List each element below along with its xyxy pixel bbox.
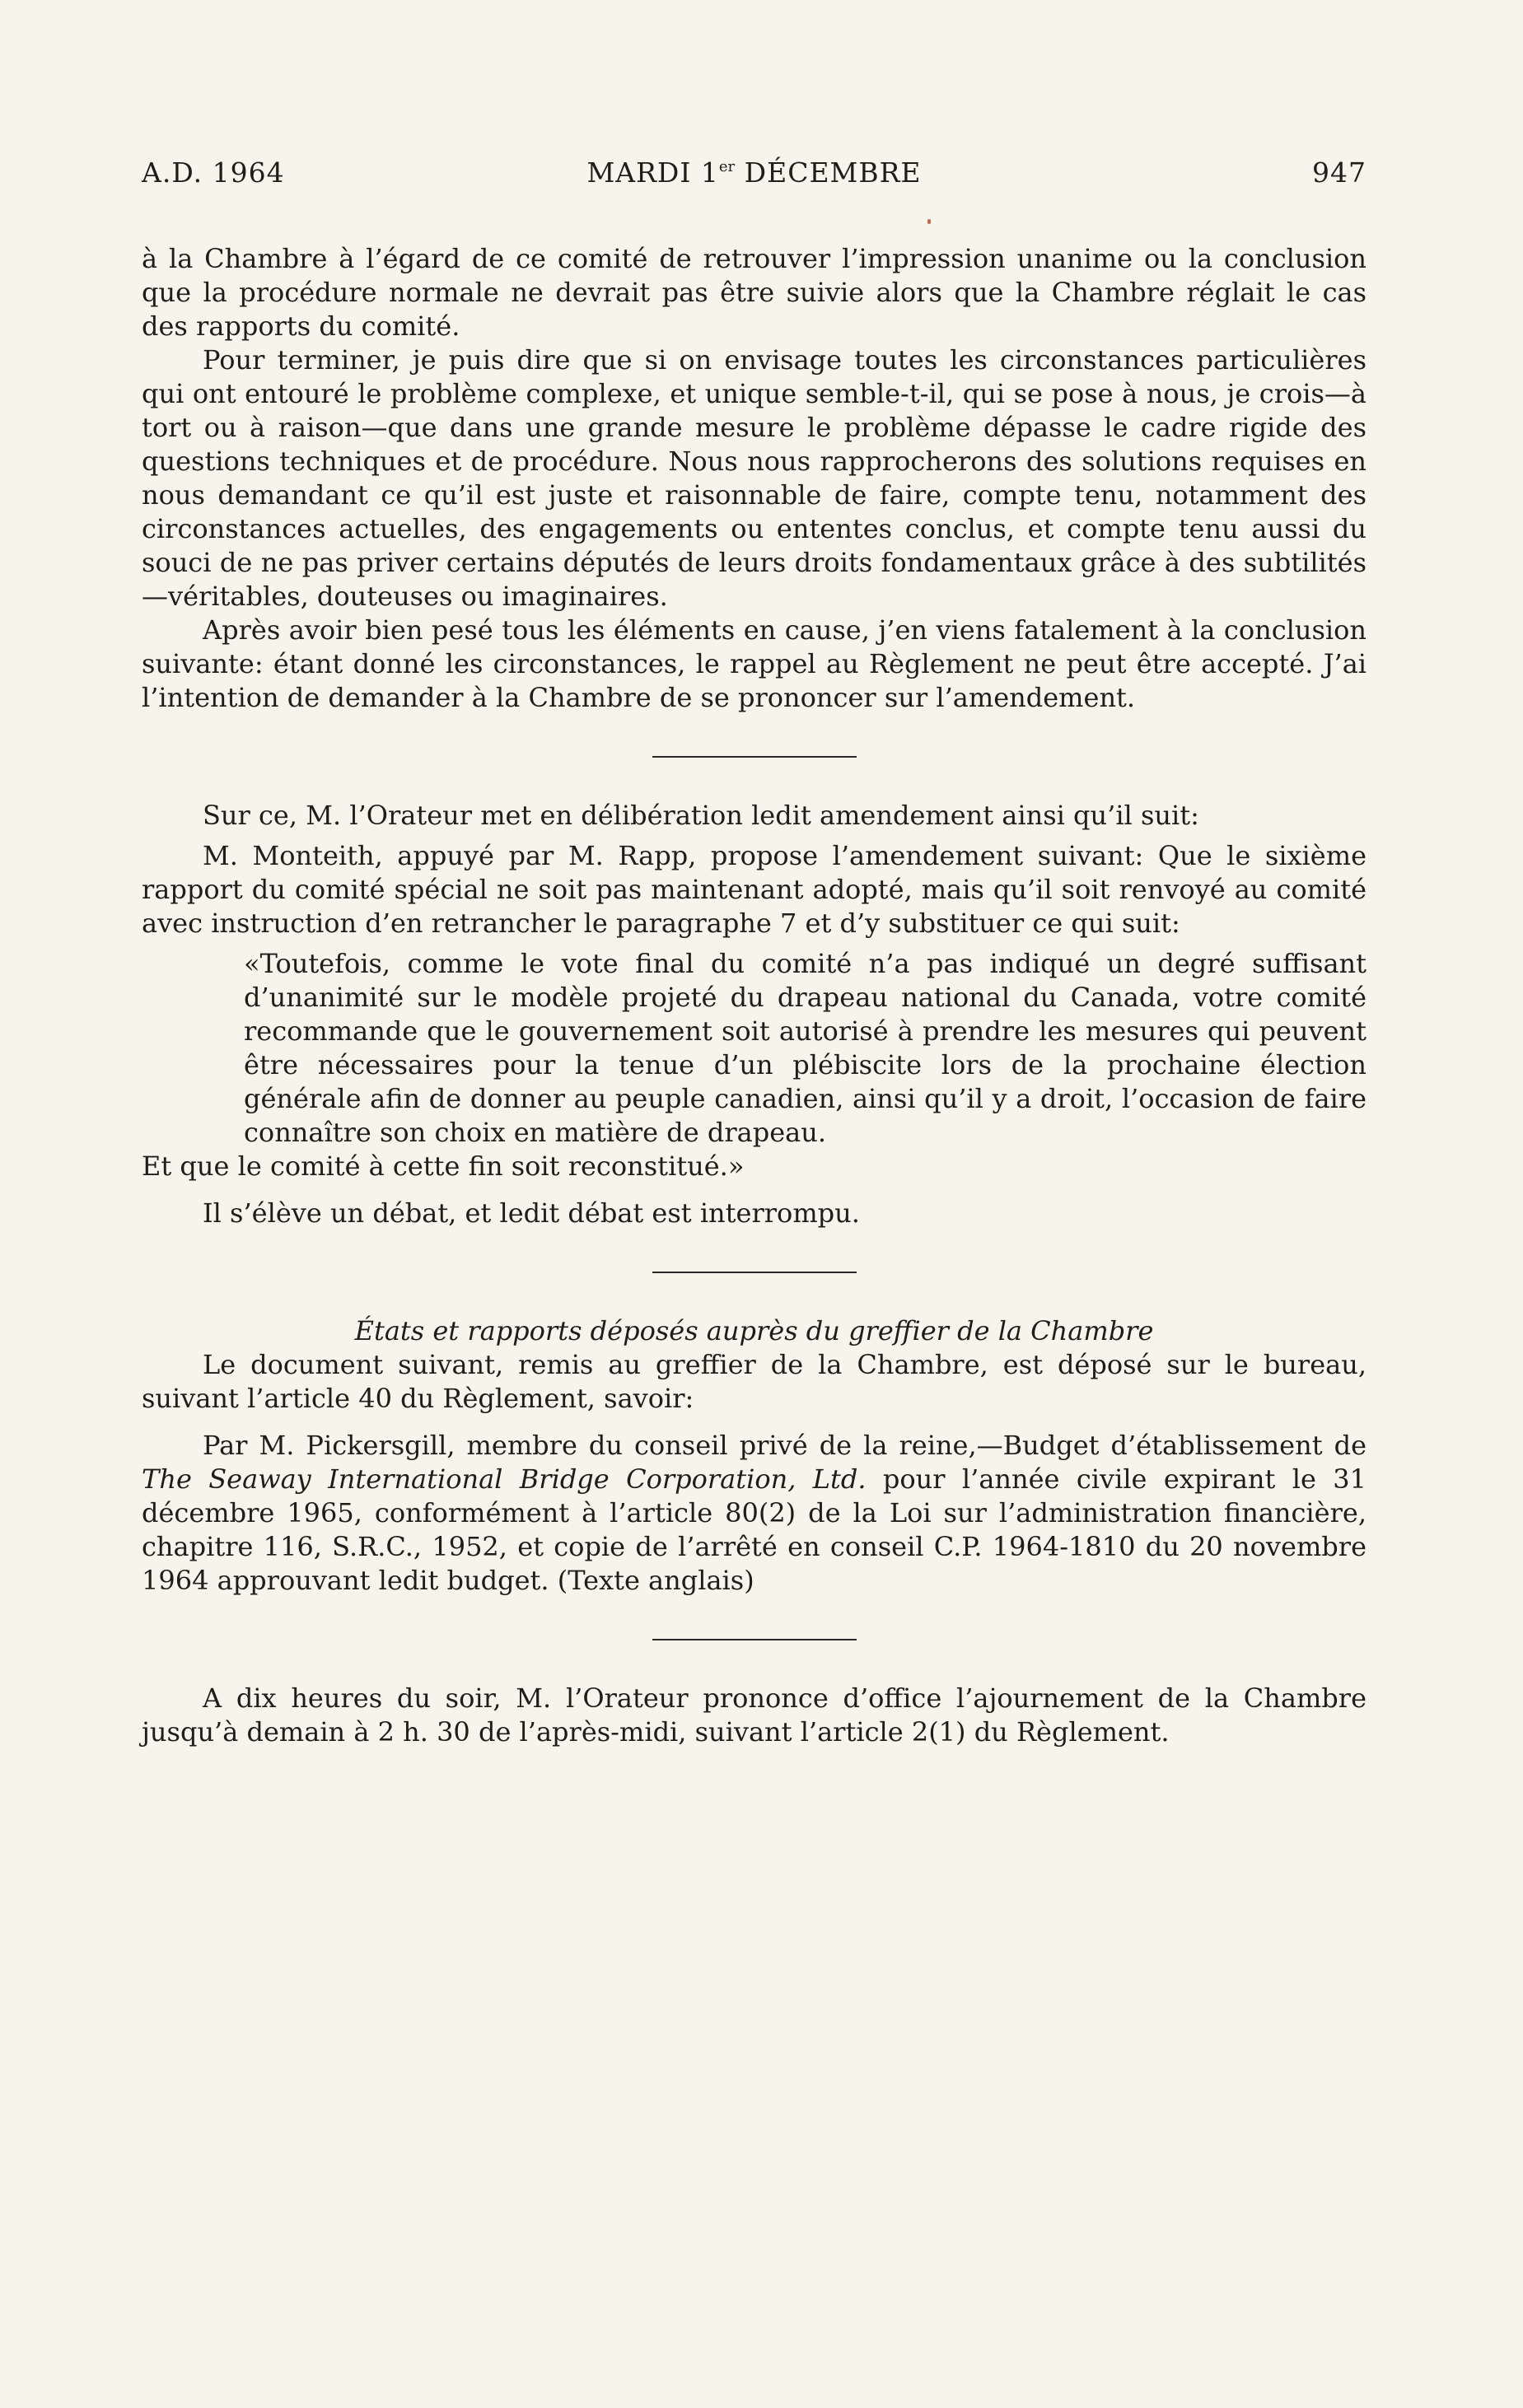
document-body	[142, 242, 1366, 1749]
paragraph-continuation: à la Chambre à l’égard de ce comité de retrouver l’impression unanime ou la conclusion que la procédure normale ne devrait pas être suivie alors que la Chambre réglait le cas des rapports du comité.	[142, 243, 1366, 342]
header-date-day: MARDI 1	[586, 156, 719, 189]
paragraph-document-tabled: Le document suivant, remis au greffier de la Chambre, est déposé sur le bureau, suivant l’article 40 du Règlement, savoir:	[142, 1349, 1366, 1414]
ink-mark	[927, 219, 931, 224]
amendment-quote: «Toutefois, comme le vote final du comité n’a pas indiqué un degré suffisant d’unanimité sur le modèle projeté du drapeau national du Canada, votre comité recommande que le gouvernement soit autorisé à prendre les mesures qui peuvent être nécessaires pour la tenue d’un plébiscite lors de la prochaine élection générale afin de donner au peuple canadien, ainsi qu’il y a droit, l’occasion de faire connaître son choix en matière de drapeau.	[244, 948, 1366, 1148]
paragraph-amendment-motion: M. Monteith, appuyé par M. Rapp, propose l’amendement suivant: Que le sixième rapport du comité spécial ne soit pas maintenant adopté, mais qu’il soit renvoyé au comité avec instruction d’en retrancher le paragraphe 7 et d’y substituer ce qui suit:	[142, 840, 1366, 939]
section-divider	[652, 756, 857, 758]
header-date	[142, 156, 1366, 189]
section-heading: États et rapports déposés auprès du greffier de la Chambre	[354, 1315, 1154, 1346]
paragraph-adjournment: A dix heures du soir, M. l’Orateur prononce d’office l’ajournement de la Chambre jusqu’à demain à 2 h. 30 de l’après-midi, suivant l’article 2(1) du Règlement.	[142, 1682, 1366, 1748]
running-header	[142, 156, 1366, 198]
section-divider	[652, 1272, 857, 1273]
header-year: A.D. 1964	[142, 156, 285, 189]
section-divider	[652, 1639, 857, 1640]
header-date-superscript: er	[718, 158, 736, 175]
header-date-month: DÉCEMBRE	[735, 156, 922, 189]
budget-text-end: pour l’année civile expirant le 31 décembre 1965, conformément à l’article 80(2) de la Loi sur l’administration financière, chapitre 116, S.R.C., 1952, et copie de l’arrêté en conseil C.P. 1964-1810 du 20 novembre 1964 approuvant ledit budget. (Texte anglais)	[142, 1463, 1367, 1596]
paragraph-budget	[142, 1429, 1366, 1598]
paragraph-ruling: Après avoir bien pesé tous les éléments en cause, j’en viens fatalement à la conclusion suivante: étant donné les circonstances, le rappel au Règlement ne peut être accepté. J’ai l’intention de demander à la Chambre de se prononcer sur l’amendement.	[142, 614, 1366, 713]
paragraph-debate: Il s’élève un débat, et ledit débat est interrompu.	[203, 1197, 860, 1229]
paragraph-amendment-intro: Sur ce, M. l’Orateur met en délibération ledit amendement ainsi qu’il suit:	[203, 800, 1199, 831]
corporation-name: The Seaway International Bridge Corporation, Ltd.	[142, 1463, 867, 1495]
paragraph-conclusion: Pour terminer, je puis dire que si on envisage toutes les circonstances particulières qui ont entouré le problème complexe, et unique semble-t-il, qui se pose à nous, je crois—à tort ou à raison—que dans une grande mesure le problème dépasse le cadre rigide des questions techniques et de procédure. Nous nous rapprocherons des solutions requises en nous demandant ce qu’il est juste et raisonnable de faire, compte tenu, notamment des circonstances actuelles, des engagements ou ententes conclus, et compte tenu aussi du souci de ne pas priver certains députés de leurs droits fondamentaux grâce à des subtilités—véritables, douteuses ou imaginaires.	[142, 344, 1366, 612]
paragraph-amendment-close: Et que le comité à cette fin soit reconstitué.»	[142, 1150, 745, 1182]
budget-text-start: Par M. Pickersgill, membre du conseil privé de la reine,—Budget d’établissement de	[203, 1430, 1366, 1461]
page-number: 947	[1312, 156, 1366, 189]
